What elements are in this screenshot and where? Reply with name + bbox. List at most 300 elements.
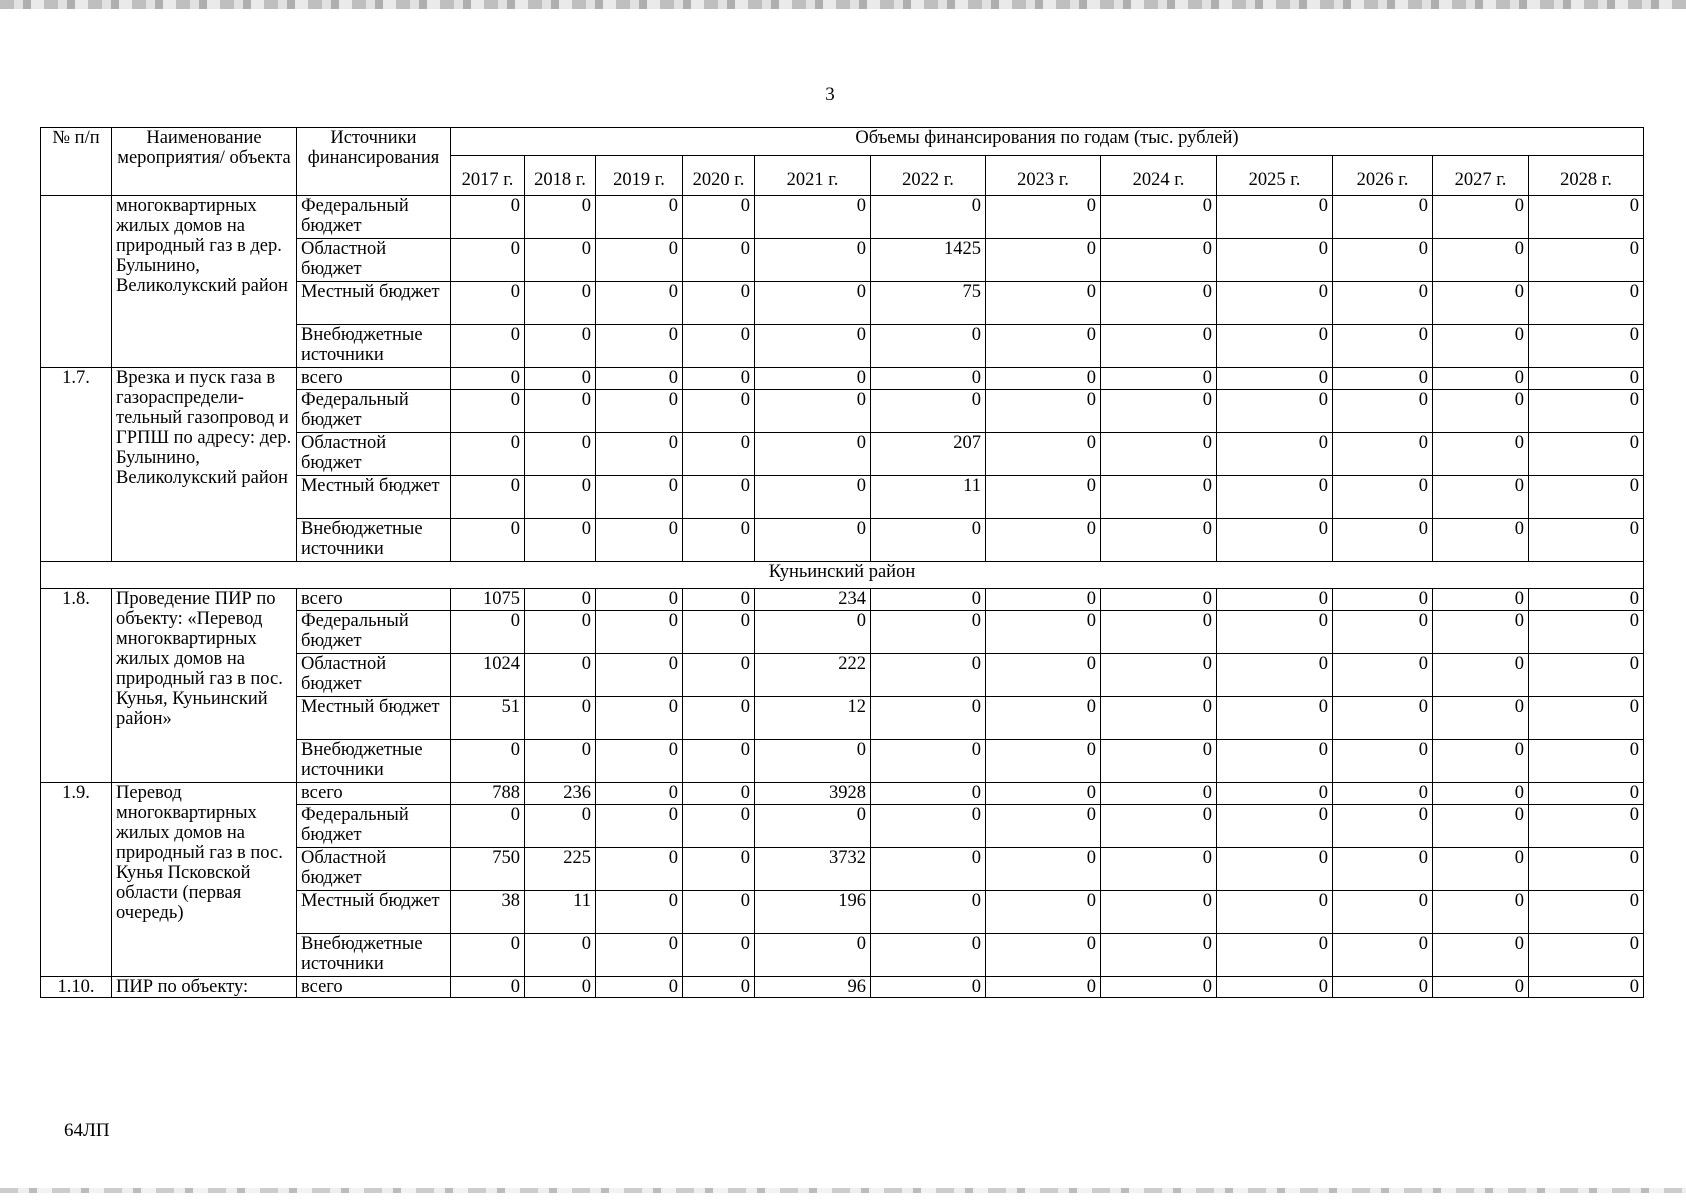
header-year: 2017 г.: [451, 156, 525, 196]
amount-cell: 0: [755, 325, 871, 368]
amount-cell: 0: [1433, 589, 1529, 611]
funding-source: всего: [297, 783, 451, 805]
amount-cell: 0: [1529, 368, 1644, 390]
amount-cell: 0: [755, 519, 871, 562]
amount-cell: 0: [1433, 282, 1529, 325]
amount-cell: 0: [871, 740, 986, 783]
amount-cell: 0: [525, 390, 596, 433]
header-year: 2021 г.: [755, 156, 871, 196]
amount-cell: 0: [525, 977, 596, 998]
amount-cell: 0: [1217, 433, 1333, 476]
header-year: 2024 г.: [1101, 156, 1217, 196]
header-year: 2025 г.: [1217, 156, 1333, 196]
amount-cell: 0: [755, 433, 871, 476]
amount-cell: 0: [1101, 934, 1217, 977]
amount-cell: 0: [1529, 740, 1644, 783]
item-number: 1.9.: [41, 783, 112, 977]
amount-cell: 0: [1217, 654, 1333, 697]
amount-cell: 0: [683, 934, 755, 977]
amount-cell: 0: [1333, 589, 1433, 611]
amount-cell: 0: [871, 390, 986, 433]
funding-source: всего: [297, 368, 451, 390]
amount-cell: 0: [451, 433, 525, 476]
amount-cell: 0: [1529, 519, 1644, 562]
amount-cell: 0: [525, 611, 596, 654]
amount-cell: 0: [1529, 196, 1644, 239]
amount-cell: 0: [1529, 891, 1644, 934]
amount-cell: 0: [1433, 848, 1529, 891]
amount-cell: 0: [683, 848, 755, 891]
item-number: 1.7.: [41, 368, 112, 562]
funding-source: Внебюджетные источники: [297, 325, 451, 368]
amount-cell: 0: [1333, 783, 1433, 805]
funding-source: Федеральный бюджет: [297, 611, 451, 654]
funding-source: Внебюджетные источники: [297, 519, 451, 562]
amount-cell: 0: [596, 325, 683, 368]
amount-cell: 0: [1217, 848, 1333, 891]
funding-source: Местный бюджет: [297, 476, 451, 519]
amount-cell: 0: [1333, 368, 1433, 390]
amount-cell: 0: [596, 848, 683, 891]
amount-cell: 0: [596, 611, 683, 654]
amount-cell: 0: [1529, 239, 1644, 282]
amount-cell: 0: [1101, 589, 1217, 611]
amount-cell: 0: [596, 519, 683, 562]
amount-cell: 0: [755, 934, 871, 977]
district-row: [41, 562, 1644, 589]
amount-cell: 0: [1101, 697, 1217, 740]
amount-cell: 0: [871, 697, 986, 740]
amount-cell: 0: [986, 519, 1101, 562]
amount-cell: 0: [1217, 390, 1333, 433]
amount-cell: 0: [451, 325, 525, 368]
header-name: Наименование мероприятия/ объекта: [112, 128, 297, 196]
amount-cell: 0: [1101, 740, 1217, 783]
amount-cell: 0: [1529, 697, 1644, 740]
amount-cell: 0: [596, 196, 683, 239]
amount-cell: 0: [1433, 783, 1529, 805]
amount-cell: 0: [1333, 654, 1433, 697]
amount-cell: 0: [525, 654, 596, 697]
amount-cell: 0: [1217, 697, 1333, 740]
amount-cell: 0: [986, 783, 1101, 805]
header-year: 2022 г.: [871, 156, 986, 196]
header-source: Источники финансирования: [297, 128, 451, 196]
amount-cell: 0: [1217, 805, 1333, 848]
amount-cell: 222: [755, 654, 871, 697]
amount-cell: 0: [755, 390, 871, 433]
funding-source: Федеральный бюджет: [297, 390, 451, 433]
header-year: 2028 г.: [1529, 156, 1644, 196]
funding-source: Местный бюджет: [297, 697, 451, 740]
amount-cell: 0: [683, 239, 755, 282]
amount-cell: 0: [986, 805, 1101, 848]
funding-source: Внебюджетные источники: [297, 740, 451, 783]
amount-cell: 0: [596, 805, 683, 848]
amount-cell: 0: [986, 325, 1101, 368]
amount-cell: 0: [451, 805, 525, 848]
amount-cell: 38: [451, 891, 525, 934]
amount-cell: 0: [986, 654, 1101, 697]
district-title: Куньинский район: [41, 562, 1644, 589]
amount-cell: 0: [525, 740, 596, 783]
amount-cell: 0: [986, 740, 1101, 783]
amount-cell: 0: [525, 325, 596, 368]
amount-cell: 196: [755, 891, 871, 934]
amount-cell: 0: [1333, 805, 1433, 848]
amount-cell: 0: [1333, 611, 1433, 654]
amount-cell: 0: [1333, 196, 1433, 239]
amount-cell: 225: [525, 848, 596, 891]
amount-cell: 0: [1101, 196, 1217, 239]
funding-source: Внебюджетные источники: [297, 934, 451, 977]
amount-cell: 0: [1433, 977, 1529, 998]
amount-cell: 0: [451, 519, 525, 562]
amount-cell: 0: [525, 519, 596, 562]
amount-cell: 0: [1101, 654, 1217, 697]
header-volumes: Объемы финансирования по годам (тыс. рублей): [451, 128, 1644, 156]
amount-cell: 0: [1529, 433, 1644, 476]
amount-cell: 0: [1433, 654, 1529, 697]
amount-cell: 0: [525, 282, 596, 325]
amount-cell: 1075: [451, 589, 525, 611]
amount-cell: 0: [1529, 589, 1644, 611]
amount-cell: 11: [871, 476, 986, 519]
amount-cell: 788: [451, 783, 525, 805]
amount-cell: 0: [1333, 848, 1433, 891]
amount-cell: 3732: [755, 848, 871, 891]
amount-cell: 0: [525, 476, 596, 519]
amount-cell: 0: [683, 891, 755, 934]
amount-cell: 0: [596, 891, 683, 934]
amount-cell: 0: [755, 282, 871, 325]
table-row: [41, 977, 1644, 998]
amount-cell: 0: [1217, 239, 1333, 282]
amount-cell: 0: [525, 589, 596, 611]
amount-cell: 0: [596, 239, 683, 282]
amount-cell: 0: [1433, 805, 1529, 848]
amount-cell: 0: [1217, 934, 1333, 977]
amount-cell: 0: [986, 390, 1101, 433]
amount-cell: 0: [871, 325, 986, 368]
amount-cell: 0: [755, 740, 871, 783]
amount-cell: 0: [1217, 589, 1333, 611]
amount-cell: 0: [1433, 611, 1529, 654]
amount-cell: 0: [596, 476, 683, 519]
header-number: № п/п: [41, 128, 112, 196]
amount-cell: 0: [986, 282, 1101, 325]
amount-cell: 0: [986, 611, 1101, 654]
amount-cell: 0: [1529, 476, 1644, 519]
header-year: 2020 г.: [683, 156, 755, 196]
amount-cell: 0: [986, 476, 1101, 519]
funding-source: всего: [297, 977, 451, 998]
amount-cell: 0: [683, 611, 755, 654]
scan-edge-top: [0, 0, 1686, 9]
amount-cell: 0: [596, 783, 683, 805]
amount-cell: 0: [683, 805, 755, 848]
amount-cell: 0: [1433, 368, 1529, 390]
amount-cell: 51: [451, 697, 525, 740]
header-year: 2023 г.: [986, 156, 1101, 196]
amount-cell: 0: [1217, 783, 1333, 805]
amount-cell: 0: [1101, 611, 1217, 654]
amount-cell: 0: [525, 805, 596, 848]
amount-cell: 0: [451, 476, 525, 519]
item-name: Перевод многоквартирных жилых домов на природный газ в пос. Кунья Псковской области (первая очередь): [112, 783, 297, 977]
amount-cell: 0: [1529, 325, 1644, 368]
amount-cell: 0: [683, 740, 755, 783]
amount-cell: 0: [1101, 239, 1217, 282]
amount-cell: 0: [596, 433, 683, 476]
table-row: [41, 783, 1644, 805]
funding-source: Областной бюджет: [297, 239, 451, 282]
table-body: [41, 196, 1644, 998]
amount-cell: 0: [596, 654, 683, 697]
amount-cell: 0: [451, 740, 525, 783]
amount-cell: 0: [871, 654, 986, 697]
amount-cell: 12: [755, 697, 871, 740]
amount-cell: 0: [1433, 476, 1529, 519]
amount-cell: 3928: [755, 783, 871, 805]
amount-cell: 0: [451, 977, 525, 998]
amount-cell: 0: [1529, 805, 1644, 848]
amount-cell: 0: [1433, 519, 1529, 562]
amount-cell: 0: [871, 805, 986, 848]
amount-cell: 0: [1433, 239, 1529, 282]
amount-cell: 0: [451, 390, 525, 433]
footer-code: 64ЛП: [64, 1120, 110, 1141]
amount-cell: 0: [986, 239, 1101, 282]
amount-cell: 0: [683, 654, 755, 697]
amount-cell: 0: [683, 589, 755, 611]
amount-cell: 0: [871, 589, 986, 611]
amount-cell: 0: [871, 848, 986, 891]
amount-cell: 0: [871, 783, 986, 805]
funding-source: всего: [297, 589, 451, 611]
header-year: 2027 г.: [1433, 156, 1529, 196]
amount-cell: 1024: [451, 654, 525, 697]
item-number: [41, 196, 112, 368]
funding-source: Федеральный бюджет: [297, 196, 451, 239]
amount-cell: 0: [1217, 740, 1333, 783]
amount-cell: 0: [871, 934, 986, 977]
amount-cell: 0: [525, 368, 596, 390]
amount-cell: 0: [1217, 611, 1333, 654]
amount-cell: 0: [871, 891, 986, 934]
item-number: 1.10.: [41, 977, 112, 998]
amount-cell: 0: [1333, 282, 1433, 325]
amount-cell: 0: [986, 433, 1101, 476]
amount-cell: 75: [871, 282, 986, 325]
amount-cell: 0: [525, 433, 596, 476]
amount-cell: 0: [683, 783, 755, 805]
amount-cell: 0: [683, 433, 755, 476]
amount-cell: 0: [1333, 891, 1433, 934]
amount-cell: 0: [1333, 977, 1433, 998]
amount-cell: 0: [1433, 934, 1529, 977]
financing-table: [40, 127, 1644, 998]
amount-cell: 0: [1333, 325, 1433, 368]
amount-cell: 0: [871, 519, 986, 562]
funding-source: Местный бюджет: [297, 282, 451, 325]
amount-cell: 0: [451, 368, 525, 390]
amount-cell: 0: [1101, 282, 1217, 325]
header-year: 2026 г.: [1333, 156, 1433, 196]
amount-cell: 234: [755, 589, 871, 611]
header-year: 2019 г.: [596, 156, 683, 196]
amount-cell: 0: [1101, 476, 1217, 519]
amount-cell: 0: [1101, 325, 1217, 368]
amount-cell: 0: [1433, 325, 1529, 368]
amount-cell: 0: [596, 740, 683, 783]
amount-cell: 0: [1101, 519, 1217, 562]
amount-cell: 0: [525, 239, 596, 282]
amount-cell: 0: [1333, 519, 1433, 562]
amount-cell: 236: [525, 783, 596, 805]
amount-cell: 0: [986, 589, 1101, 611]
amount-cell: 0: [1333, 697, 1433, 740]
amount-cell: 0: [1433, 433, 1529, 476]
amount-cell: 0: [451, 934, 525, 977]
amount-cell: 0: [683, 390, 755, 433]
amount-cell: 0: [1217, 368, 1333, 390]
amount-cell: 0: [596, 934, 683, 977]
item-number: 1.8.: [41, 589, 112, 783]
amount-cell: 0: [596, 368, 683, 390]
amount-cell: 0: [451, 239, 525, 282]
amount-cell: 96: [755, 977, 871, 998]
amount-cell: 0: [755, 805, 871, 848]
amount-cell: 0: [1529, 654, 1644, 697]
amount-cell: 0: [1333, 239, 1433, 282]
amount-cell: 0: [755, 476, 871, 519]
amount-cell: 0: [1529, 848, 1644, 891]
amount-cell: 0: [755, 196, 871, 239]
amount-cell: 0: [986, 934, 1101, 977]
amount-cell: 0: [986, 368, 1101, 390]
amount-cell: 0: [1433, 891, 1529, 934]
amount-cell: 0: [1333, 740, 1433, 783]
amount-cell: 0: [683, 476, 755, 519]
amount-cell: 0: [683, 325, 755, 368]
amount-cell: 0: [1333, 476, 1433, 519]
amount-cell: 0: [1217, 891, 1333, 934]
amount-cell: 0: [1333, 934, 1433, 977]
amount-cell: 0: [986, 891, 1101, 934]
table-row: [41, 589, 1644, 611]
amount-cell: 0: [596, 282, 683, 325]
funding-source: Областной бюджет: [297, 433, 451, 476]
amount-cell: 0: [871, 196, 986, 239]
amount-cell: 0: [596, 697, 683, 740]
amount-cell: 0: [986, 697, 1101, 740]
amount-cell: 0: [683, 196, 755, 239]
item-name: Врезка и пуск газа в газораспредели-тельный газопровод и ГРПШ по адресу: дер. Булынино, Великолукский район: [112, 368, 297, 562]
financing-table-container: [40, 127, 1644, 998]
amount-cell: 0: [1101, 848, 1217, 891]
funding-source: Федеральный бюджет: [297, 805, 451, 848]
amount-cell: 0: [1217, 325, 1333, 368]
amount-cell: 0: [1101, 433, 1217, 476]
amount-cell: 0: [871, 611, 986, 654]
amount-cell: 0: [1529, 934, 1644, 977]
amount-cell: 0: [1101, 805, 1217, 848]
amount-cell: 0: [1433, 697, 1529, 740]
funding-source: Областной бюджет: [297, 848, 451, 891]
amount-cell: 0: [525, 934, 596, 977]
amount-cell: 0: [755, 239, 871, 282]
amount-cell: 0: [1529, 390, 1644, 433]
amount-cell: 0: [1529, 282, 1644, 325]
amount-cell: 0: [1433, 196, 1529, 239]
amount-cell: 0: [1529, 977, 1644, 998]
amount-cell: 0: [1333, 433, 1433, 476]
item-name: многоквартирных жилых домов на природный газ в дер. Булынино, Великолукский район: [112, 196, 297, 368]
item-name: Проведение ПИР по объекту: «Перевод многоквартирных жилых домов на природный газ в пос. Кунья, Куньинский район»: [112, 589, 297, 783]
item-name: ПИР по объекту:: [112, 977, 297, 998]
amount-cell: 0: [683, 697, 755, 740]
amount-cell: 0: [1433, 740, 1529, 783]
amount-cell: 0: [1529, 783, 1644, 805]
amount-cell: 0: [986, 848, 1101, 891]
amount-cell: 750: [451, 848, 525, 891]
amount-cell: 0: [596, 390, 683, 433]
amount-cell: 0: [451, 282, 525, 325]
amount-cell: 0: [1101, 891, 1217, 934]
amount-cell: 0: [1101, 783, 1217, 805]
amount-cell: 0: [683, 519, 755, 562]
amount-cell: 0: [451, 196, 525, 239]
table-row: [41, 368, 1644, 390]
amount-cell: 0: [1101, 977, 1217, 998]
amount-cell: 0: [1101, 368, 1217, 390]
amount-cell: 0: [755, 368, 871, 390]
amount-cell: 0: [986, 196, 1101, 239]
amount-cell: 0: [451, 611, 525, 654]
amount-cell: 0: [986, 977, 1101, 998]
amount-cell: 0: [1217, 282, 1333, 325]
amount-cell: 1425: [871, 239, 986, 282]
amount-cell: 0: [755, 611, 871, 654]
page-number: 3: [825, 84, 835, 105]
funding-source: Областной бюджет: [297, 654, 451, 697]
funding-source: Местный бюджет: [297, 891, 451, 934]
amount-cell: 0: [596, 977, 683, 998]
amount-cell: 0: [525, 697, 596, 740]
amount-cell: 0: [1217, 519, 1333, 562]
amount-cell: 11: [525, 891, 596, 934]
amount-cell: 0: [871, 368, 986, 390]
amount-cell: 0: [1217, 196, 1333, 239]
amount-cell: 0: [596, 589, 683, 611]
amount-cell: 0: [683, 282, 755, 325]
amount-cell: 0: [1433, 390, 1529, 433]
amount-cell: 0: [683, 977, 755, 998]
amount-cell: 0: [525, 196, 596, 239]
header-year: 2018 г.: [525, 156, 596, 196]
scan-edge-bottom: [0, 1188, 1686, 1193]
amount-cell: 0: [683, 368, 755, 390]
amount-cell: 0: [871, 977, 986, 998]
amount-cell: 0: [1101, 390, 1217, 433]
table-row: [41, 196, 1644, 239]
amount-cell: 0: [1529, 611, 1644, 654]
amount-cell: 0: [1333, 390, 1433, 433]
amount-cell: 0: [1217, 977, 1333, 998]
amount-cell: 0: [1217, 476, 1333, 519]
amount-cell: 207: [871, 433, 986, 476]
